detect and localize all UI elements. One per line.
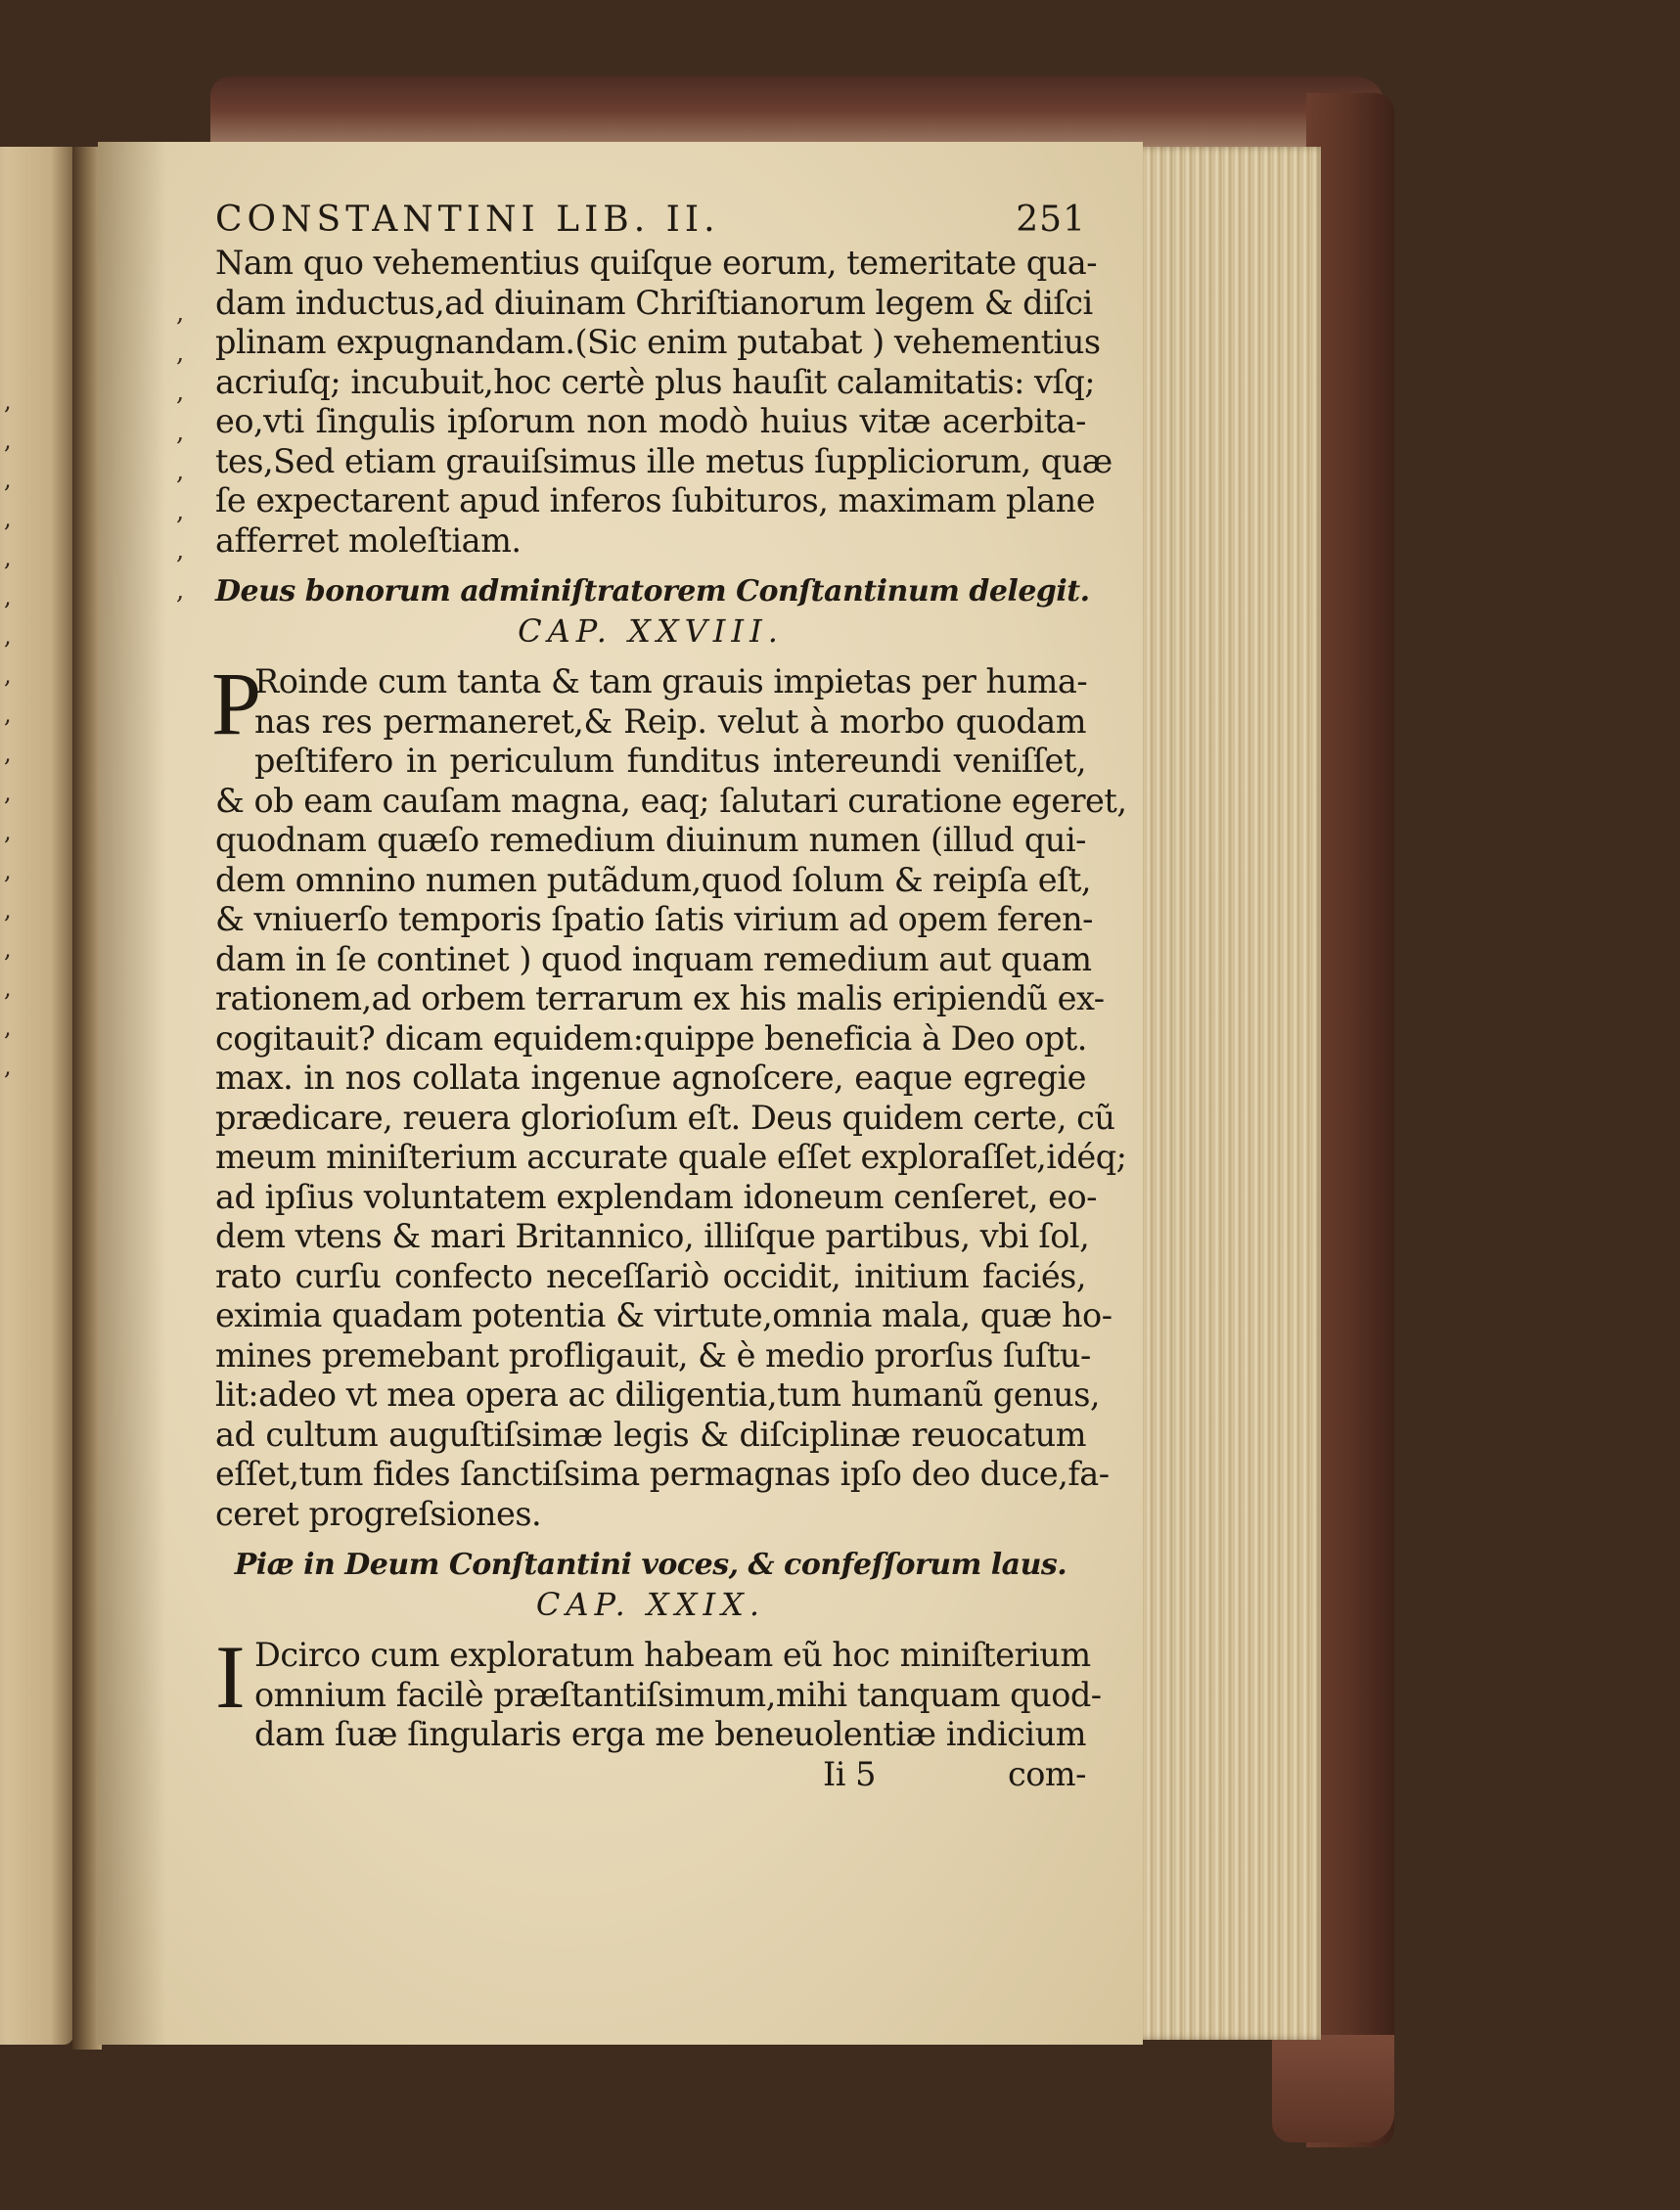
text-line: & ob eam cauſam magna, eaq; ſalutari curatione egeret, bbox=[215, 781, 1127, 820]
text-line: dam ſuæ ſingularis erga me beneuolentiæ indicium bbox=[254, 1715, 1086, 1753]
text-line: Roinde cum tanta & tam grauis impietas per huma- bbox=[254, 662, 1088, 700]
text-line: ſe expectarent apud inferos ſubituros, maximam plane bbox=[215, 481, 1096, 519]
text-line: eximia quadam potentia & virtute,omnia mala, quæ ho- bbox=[215, 1296, 1112, 1334]
page-number: 251 bbox=[1016, 200, 1086, 240]
text-line: eſſet,tum fides ſanctiſsima permagnas ipſo deo duce,fa- bbox=[215, 1455, 1110, 1493]
chapter-29-number: CAP. XXIX. bbox=[535, 1586, 766, 1623]
text-line: tes,Sed etiam grauiſsimus ille metus ſuppliciorum, quæ bbox=[215, 441, 1112, 480]
text-line: cogitauit? dicam equidem:quippe beneficia à Deo opt. bbox=[215, 1018, 1087, 1058]
chapter-29-heading: Piæ in Deum Conſtantini voces, & confeſſorum laus. bbox=[234, 1548, 1067, 1582]
text-line: & vniuerſo temporis ſpatio ſatis virium ad opem feren- bbox=[215, 900, 1093, 938]
text-line: afferret moleſtiam. bbox=[215, 520, 522, 560]
chapter-28-body bbox=[211, 654, 1127, 1534]
text-line: prædicare, reuera glorioſum eſt. Deus quidem certe, cũ bbox=[215, 1098, 1115, 1137]
book-page bbox=[98, 142, 1143, 2045]
running-title: CONSTANTINI LIB. II. bbox=[215, 200, 720, 240]
text-line: dam inductus,ad diuinam Chriſtianorum legem & diſci bbox=[215, 283, 1093, 322]
text-line: nas res permaneret,& Reip. velut à morbo quodam bbox=[254, 701, 1086, 741]
text-line: ad cultum auguſtiſsimæ legis & diſciplinæ reuocatum bbox=[215, 1415, 1086, 1454]
text-line: dem vtens & mari Britannico, illiſque partibus, vbi ſol, bbox=[215, 1217, 1090, 1255]
text-line: acriuſq; incubuit,hoc certè plus hauſit calamitatis: vſq; bbox=[215, 362, 1096, 401]
text-line: Dcirco cum exploratum habeam eũ hoc miniſterium bbox=[254, 1636, 1091, 1674]
catchline bbox=[215, 1755, 1086, 1794]
margin-commas: , , , , , , , , bbox=[176, 298, 185, 606]
text-line: mines premebant profligauit, & è medio prorſus ſuſtu- bbox=[215, 1335, 1091, 1375]
text-line: dem omnino numen putãdum,quod ſolum & reipſa eſt, bbox=[215, 860, 1092, 899]
chapter-29-body bbox=[215, 1627, 1102, 1755]
signature-mark: Ii 5 bbox=[823, 1754, 876, 1793]
text-line: Nam quo vehementius quiſque eorum, temeritate qua- bbox=[215, 244, 1098, 282]
text-line: dam in ſe continet ) quod inquam remedium aut quam bbox=[215, 939, 1092, 978]
text-line: ceret progreſsiones. bbox=[215, 1494, 542, 1533]
page-text bbox=[211, 200, 1127, 1794]
chapter-28-number: CAP. XXVIII. bbox=[518, 612, 784, 650]
text-line: quodnam quæſo remedium diuinum numen (illud qui- bbox=[215, 821, 1086, 859]
text-line: ad ipſius voluntatem explendam idoneum cenſeret, eo- bbox=[215, 1177, 1097, 1216]
text-line: eo,vti ſingulis ipſorum non modò huius vitæ acerbita- bbox=[215, 402, 1086, 440]
text-line: meum miniſterium accurate quale eſſet exploraſſet,idéq; bbox=[215, 1138, 1127, 1176]
text-line: peſtifero in periculum funditus intereundi veniſſet, bbox=[254, 742, 1086, 780]
page-fore-edge bbox=[1135, 147, 1321, 2040]
facing-page-marks: , , , , , , , , , , , , , , , , , , bbox=[4, 387, 12, 1080]
text-line: omnium facilè præſtantiſsimum,mihi tanquam quod- bbox=[254, 1675, 1102, 1714]
text-line: lit:adeo vt mea opera ac diligentia,tum humanũ genus, bbox=[215, 1376, 1101, 1414]
drop-cap: I bbox=[215, 1627, 246, 1727]
text-line: rato curſu confecto neceſſariò occidit, initium faciés, bbox=[215, 1256, 1086, 1295]
cover-bottom-corner bbox=[1272, 2035, 1394, 2142]
drop-cap: P bbox=[211, 654, 261, 753]
intro-paragraph bbox=[215, 244, 1112, 561]
text-line: plinam expugnandam.(Sic enim putabat ) vehementius bbox=[215, 323, 1101, 361]
catchword: com- bbox=[1007, 1754, 1086, 1793]
running-header bbox=[215, 201, 1086, 244]
chapter-28-heading: Deus bonorum adminiſtratorem Conſtantinum delegit. bbox=[215, 574, 1090, 609]
text-line: rationem,ad orbem terrarum ex his malis eripiendũ ex- bbox=[215, 979, 1105, 1017]
text-line: max. in nos collata ingenue agnoſcere, eaque egregie bbox=[215, 1059, 1086, 1097]
